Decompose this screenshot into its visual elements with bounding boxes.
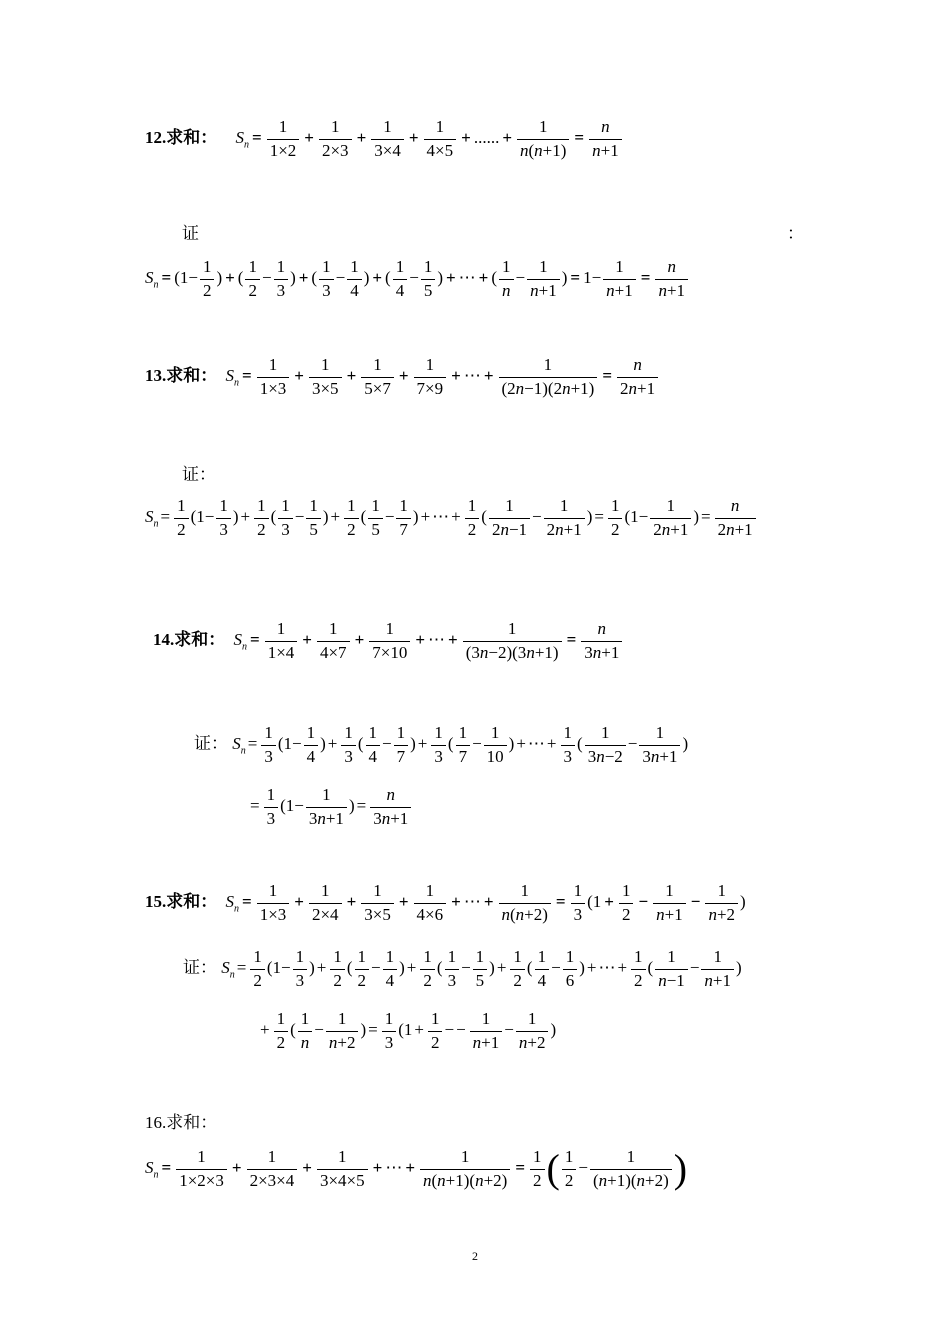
problem-15-proof-formula: $S_n$ = $\frac{1}{2}$ (1− $\frac{1}{3}$ ) + $\frac{1}{2}$ ( $\frac{1}{2}$ − $\frac{1}{4}$ ) + $\frac{1}{2}$ ( $\frac{1}{3}$ − $\frac{1}{5}$ ) + $\frac{1}{2}$ ( $\frac{1}{4}$ − $\frac{1}{6}$ ) + ⋯ + $\frac{1}{2}$ ( $\frac{1}{n-1}$ − $\frac{1}{n+1}$ ) bbox=[221, 947, 742, 990]
problem-16-label: 16.求和： bbox=[145, 1113, 218, 1132]
problem-13-formula: $S_n$ = $\frac{1}{1\times 3}$ + $\frac{1}{3\times 5}$ + $\frac{1}{5\times 7}$ + $\frac{1}{7\times 9}$ + ⋯ + $\frac{1}{(2n-1)(2n+1)}$ = $\frac{n}{2n+1}$ bbox=[226, 356, 661, 398]
problem-13-proof-formula: $S_n$ = $\frac{1}{2}$ (1− $\frac{1}{3}$ ) + $\frac{1}{2}$ ( $\frac{1}{3}$ − $\frac{1}{5}$ ) + $\frac{1}{2}$ ( $\frac{1}{5}$ − $\frac{1}{7}$ ) + ⋯ + $\frac{1}{2}$ ( $\frac{1}{2n-1}$ − $\frac{1}{2n+1}$ ) = $\frac{1}{2}$ (1− $\frac{1}{2n+1}$ ) = $\frac{n}{2n+1}$ bbox=[145, 497, 758, 539]
problem-15-proof-formula-2: + $\frac{1}{2}$ ( $\frac{1}{n}$ − $\frac{1}{n+2}$ ) = $\frac{1}{3}$ (1 + $\frac{1}{2}$ − − $\frac{1}{n+1}$ − $\frac{1}{n+2}$ ) bbox=[260, 1009, 557, 1052]
problem-15-label: 15.求和： bbox=[145, 892, 218, 912]
problem-13-proof-label: 证： bbox=[182, 465, 216, 484]
problem-14-proof-formula-2: = $\frac{1}{3}$ (1− $\frac{1}{3n+1}$ ) = $\frac{n}{3n+1}$ bbox=[248, 786, 413, 828]
problem-14-proof bbox=[194, 724, 688, 766]
problem-14-label: 14.求和： bbox=[153, 630, 226, 650]
problem-16 bbox=[145, 1148, 687, 1190]
problem-15 bbox=[145, 882, 746, 924]
problem-14-proof-label: 证： bbox=[194, 734, 228, 754]
problem-13-proof bbox=[145, 497, 758, 539]
problem-14 bbox=[153, 620, 624, 662]
problem-12-proof bbox=[145, 258, 690, 300]
problem-12-proof-label: 证 bbox=[182, 224, 199, 243]
problem-12-label: 12.求和： bbox=[145, 128, 218, 148]
problem-15-formula: $S_n$ = $\frac{1}{1\times 3}$ + $\frac{1}{2\times 4}$ + $\frac{1}{3\times 5}$ + $\frac{1}{4\times 6}$ + ⋯ + $\frac{1}{n(n+2)}$ = $\frac{1}{3}$ (1 + $\frac{1}{2}$ − $\frac{1}{n+1}$ − $\frac{1}{n+2}$ ) bbox=[225, 881, 746, 924]
problem-16-formula: $S_n$ = $\frac{1}{1\times 2\times 3}$ + $\frac{1}{2\times 3\times 4}$ + $\frac{1}{3\times 4\times 5}$ + ⋯ + $\frac{1}{n(n+1)(n+2)}$ = $\frac{1}{2}$ ( $\frac{1}{2}$ − $\frac{1}{(n+1)(n+2)}$ ) bbox=[145, 1146, 688, 1192]
page-number: 2 bbox=[472, 1249, 478, 1263]
problem-14-proof-line2 bbox=[248, 786, 413, 828]
problem-15-proof bbox=[183, 948, 742, 990]
problem-12-proof-colon: ： bbox=[787, 224, 804, 243]
problem-13 bbox=[145, 356, 660, 398]
problem-12-formula: $S_n$ = $\frac{1}{1\times 2}$ + $\frac{1}{2\times 3}$ + $\frac{1}{3\times 4}$ + $\frac{1}{4\times 5}$ + ...... + $\frac{1}{n(n+1)}$ = $\frac{n}{n+1}$ bbox=[236, 118, 624, 160]
problem-12-proof-formula: $S_n = (1-$ $\frac{1}{2}$ ) + ( $\frac{1}{2}$ − $\frac{1}{3}$ ) + ( $\frac{1}{3}$ − $\frac{1}{4}$ ) + ( $\frac{1}{4}$ − $\frac{1}{5}$ ) + ⋯ + ( $\frac{1}{n}$ − $\frac{1}{n+1}$ ) = 1− $\frac{1}{n+1}$ = $\frac{n}{n+1}$ bbox=[145, 258, 690, 300]
problem-15-proof-label: 证： bbox=[183, 958, 217, 978]
problem-12 bbox=[145, 118, 624, 160]
problem-13-label: 13.求和： bbox=[145, 366, 218, 386]
problem-14-proof-formula: $S_n$ = $\frac{1}{3}$ (1− $\frac{1}{4}$ ) + $\frac{1}{3}$ ( $\frac{1}{4}$ − $\frac{1}{7}$ ) + $\frac{1}{3}$ ( $\frac{1}{7}$ − $\frac{1}{10}$ ) + ⋯ + $\frac{1}{3}$ ( $\frac{1}{3n-2}$ − $\frac{1}{3n+1}$ ) bbox=[232, 723, 689, 766]
problem-15-proof-line2 bbox=[258, 1010, 556, 1052]
problem-14-formula: $S_n$ = $\frac{1}{1\times 4}$ + $\frac{1}{4\times 7}$ + $\frac{1}{7\times 10}$ + ⋯ + $\frac{1}{(3n-2)(3n+1)}$ = $\frac{n}{3n+1}$ bbox=[234, 620, 625, 662]
